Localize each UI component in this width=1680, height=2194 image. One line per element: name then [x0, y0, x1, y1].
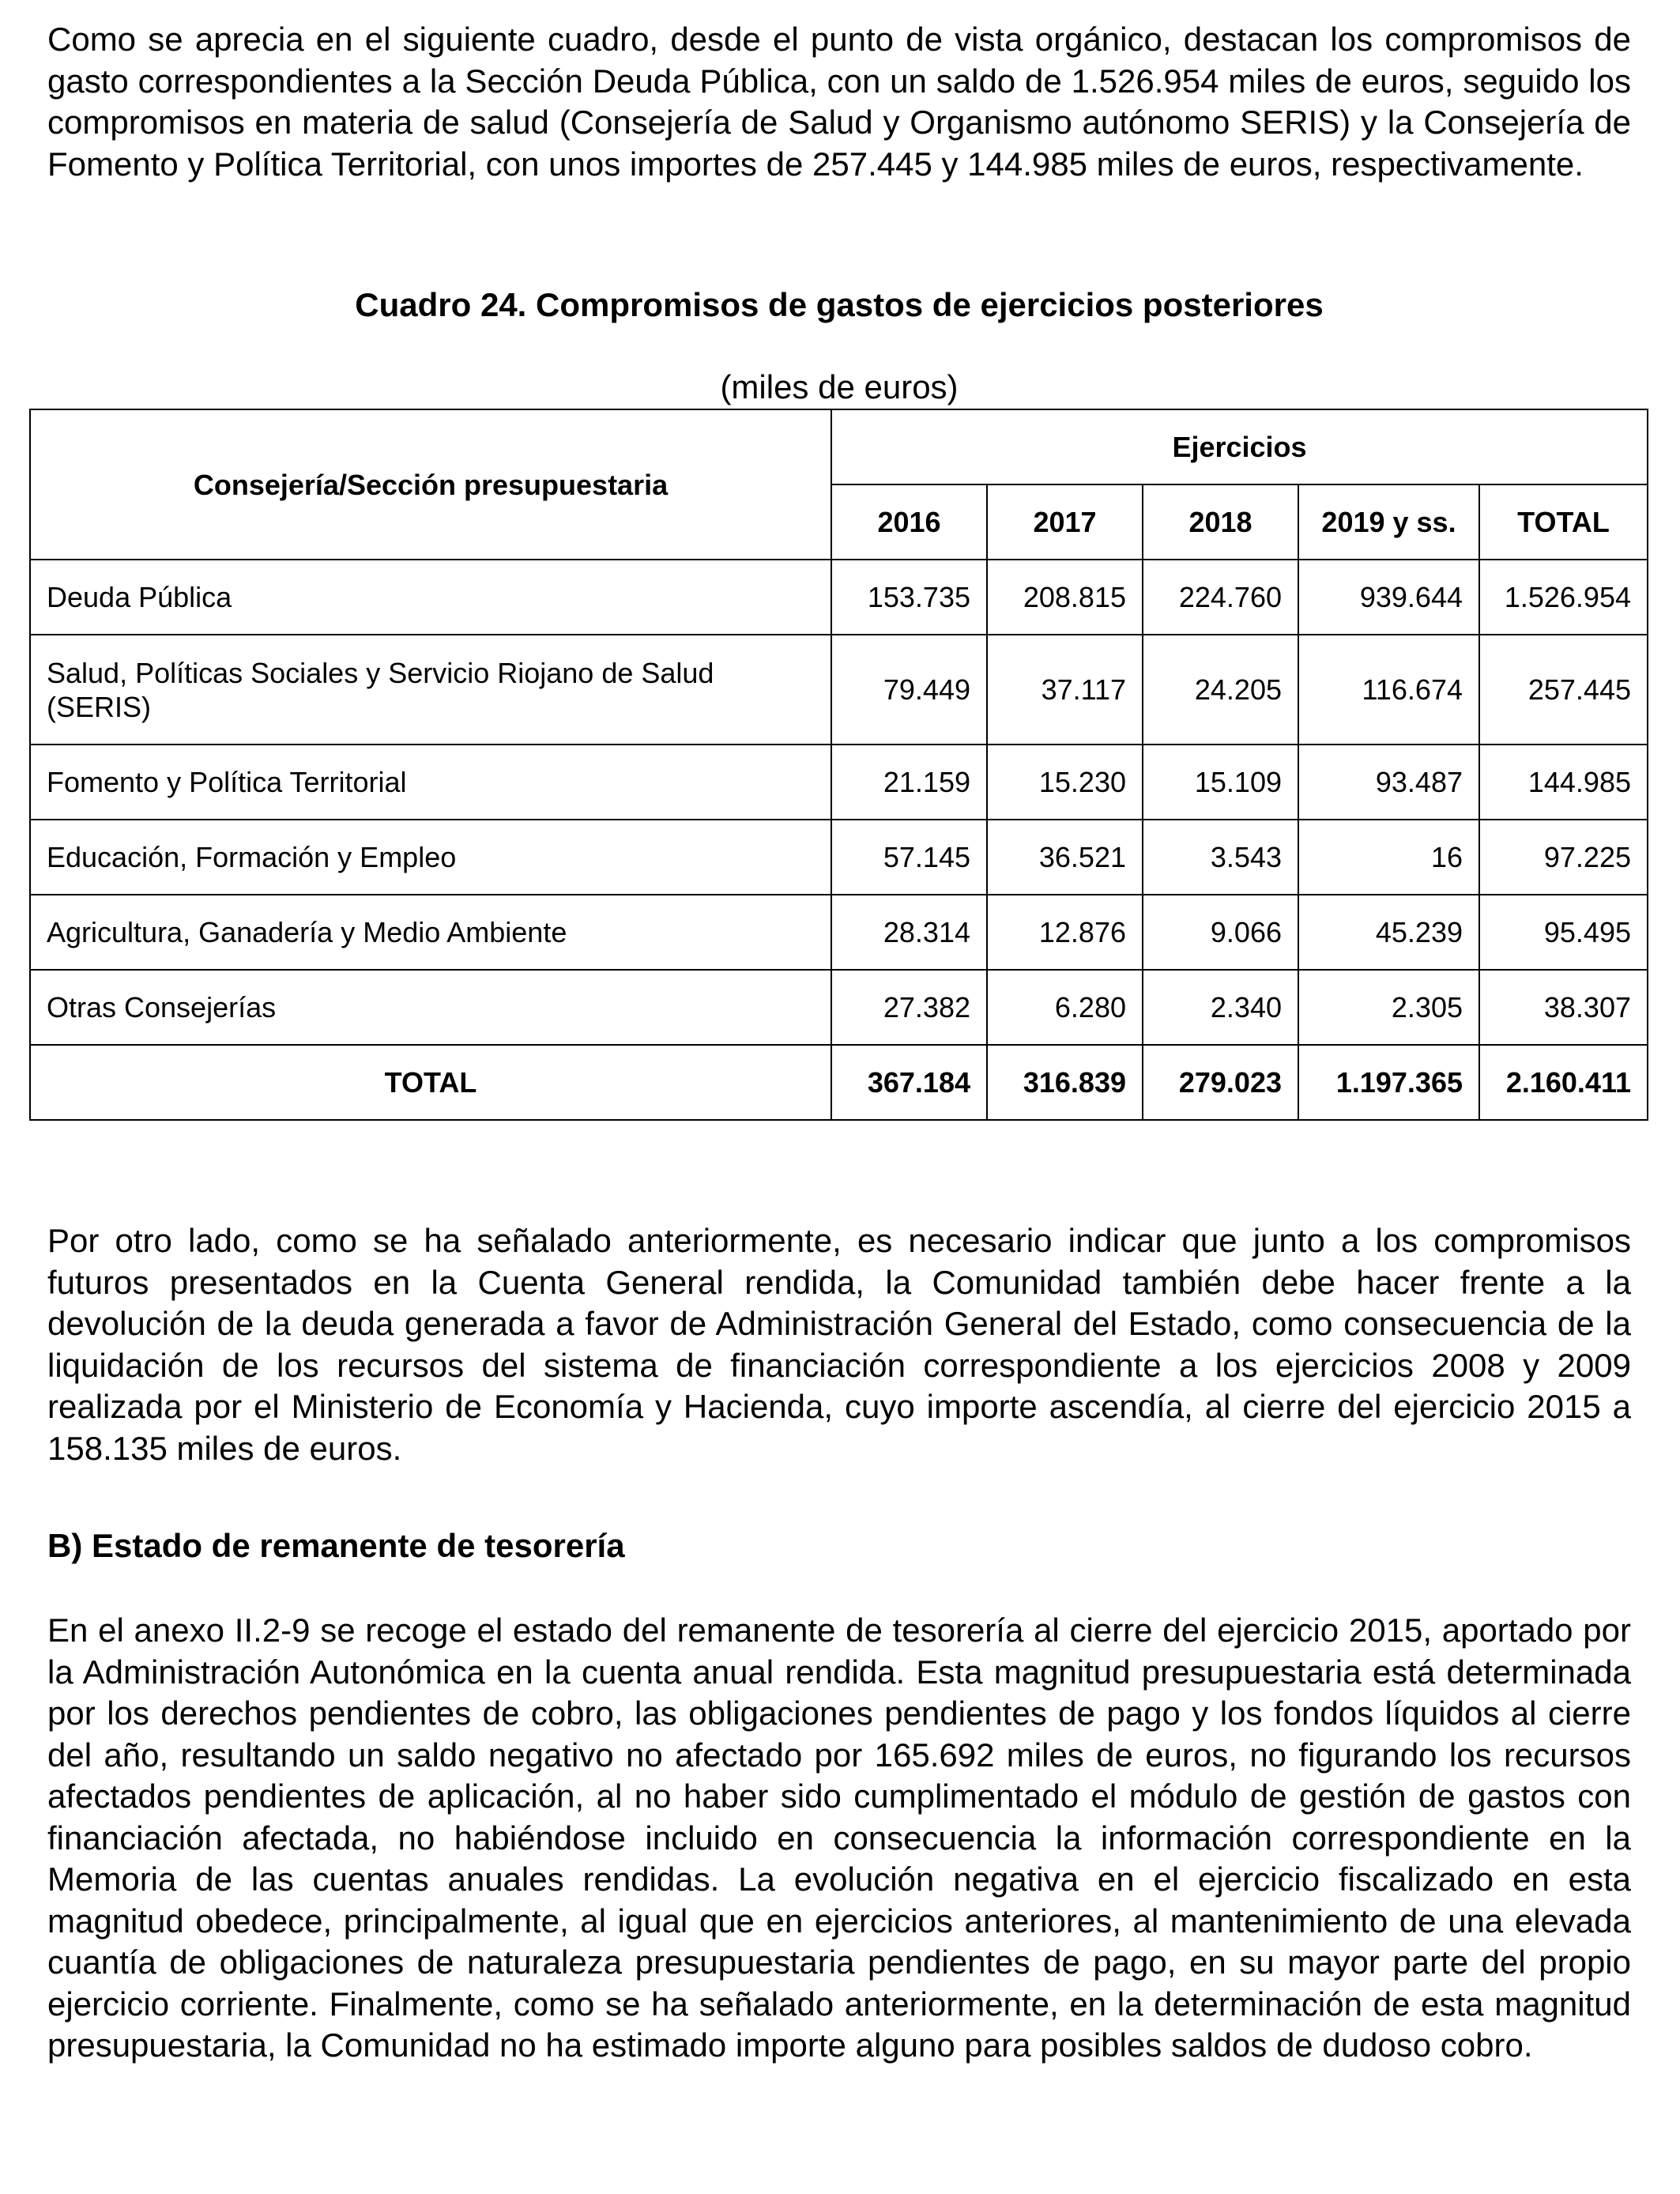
row-name: Deuda Pública [30, 560, 831, 635]
header-year: 2017 [987, 484, 1143, 560]
cell-2018: 2.340 [1143, 970, 1298, 1045]
cell-2017: 36.521 [987, 820, 1143, 895]
cell-2018: 3.543 [1143, 820, 1298, 895]
cell-2016: 21.159 [831, 745, 987, 820]
cell-2019: 2.305 [1298, 970, 1479, 1045]
section-heading: B) Estado de remanente de tesorería [47, 1527, 625, 1564]
table-row [30, 560, 1648, 635]
cell-2017: 208.815 [987, 560, 1143, 635]
header-ejercicios: Ejercicios [831, 409, 1648, 484]
cell-2016: 28.314 [831, 895, 987, 970]
cell-total: 257.445 [1479, 635, 1648, 745]
cell-total: 38.307 [1479, 970, 1648, 1045]
total-2018: 279.023 [1143, 1045, 1298, 1120]
total-2016: 367.184 [831, 1045, 987, 1120]
cell-2019: 939.644 [1298, 560, 1479, 635]
table-total-row [30, 1045, 1648, 1120]
row-name: Educación, Formación y Empleo [30, 820, 831, 895]
total-label: TOTAL [30, 1045, 831, 1120]
cell-2018: 24.205 [1143, 635, 1298, 745]
cell-2016: 57.145 [831, 820, 987, 895]
table-caption: Cuadro 24. Compromisos de gastos de ejercicios posteriores [355, 286, 1324, 323]
cell-2019: 116.674 [1298, 635, 1479, 745]
row-name: Agricultura, Ganadería y Medio Ambiente [30, 895, 831, 970]
cell-2018: 15.109 [1143, 745, 1298, 820]
header-total: TOTAL [1479, 484, 1648, 560]
intro-paragraph: Como se aprecia en el siguiente cuadro, desde el punto de vista orgánico, destacan los compromisos de gasto correspondientes a la Sección Deuda Pública, con un saldo de 1.526.954 miles de euros, seguido los compromisos en materia de salud (Consejería de Salud y Organismo autónomo SERIS) y la Consejería de Fomento y Política Territorial, con unos importes de 257.445 y 144.985 miles de euros, respectivamente. [47, 21, 1631, 183]
commitments-table [29, 409, 1648, 1121]
header-section: Consejería/Sección presupuestaria [30, 409, 831, 560]
cell-total: 97.225 [1479, 820, 1648, 895]
row-name: Fomento y Política Territorial [30, 745, 831, 820]
cell-2016: 153.735 [831, 560, 987, 635]
total-grand: 2.160.411 [1479, 1045, 1648, 1120]
cell-2016: 79.449 [831, 635, 987, 745]
row-name: Otras Consejerías [30, 970, 831, 1045]
table-row [30, 635, 1648, 745]
remanente-paragraph: En el anexo II.2-9 se recoge el estado del remanente de tesorería al cierre del ejercicio 2015, aportado por la Administración Autonómica en la cuenta anual rendida. Esta magnitud presupuestaria está determinada por los derechos pendientes de cobro, las obligaciones pendientes de pago y los fondos líquidos al cierre del año, resultando un saldo negativo no afectado por 165.692 miles de euros, no figurando los recursos afectados pendientes de aplicación, al no haber sido cumplimentado el módulo de gestión de gastos con financiación afectada, no habiéndose incluido en consecuencia la información correspondiente en la Memoria de las cuentas anuales rendidas. La evolución negativa en el ejercicio fiscalizado en esta magnitud obedece, principalmente, al igual que en ejercicios anteriores, al mantenimiento de una elevada cuantía de obligaciones de naturaleza presupuestaria pendientes de pago, en su mayor parte del propio ejercicio corriente. Finalmente, como se ha señalado anteriormente, en la determinación de esta magnitud presupuestaria, la Comunidad no ha estimado importe alguno para posibles saldos de dudoso cobro. [47, 1612, 1631, 2064]
table-row [30, 895, 1648, 970]
table-row [30, 745, 1648, 820]
cell-2019: 93.487 [1298, 745, 1479, 820]
cell-2019: 45.239 [1298, 895, 1479, 970]
cell-2017: 12.876 [987, 895, 1143, 970]
cell-total: 144.985 [1479, 745, 1648, 820]
cell-2018: 224.760 [1143, 560, 1298, 635]
debt-paragraph: Por otro lado, como se ha señalado anteriormente, es necesario indicar que junto a los compromisos futuros presentados en la Cuenta General rendida, la Comunidad también debe hacer frente a la devolución de la deuda generada a favor de Administración General del Estado, como consecuencia de la liquidación de los recursos del sistema de financiación correspondiente a los ejercicios 2008 y 2009 realizada por el Ministerio de Economía y Hacienda, cuyo importe ascendía, al cierre del ejercicio 2015 a 158.135 miles de euros. [47, 1222, 1631, 1467]
row-name: Salud, Políticas Sociales y Servicio Riojano de Salud (SERIS) [30, 635, 831, 745]
table-units: (miles de euros) [720, 368, 959, 405]
cell-2017: 15.230 [987, 745, 1143, 820]
table-row [30, 820, 1648, 895]
cell-total: 95.495 [1479, 895, 1648, 970]
cell-2017: 37.117 [987, 635, 1143, 745]
cell-2018: 9.066 [1143, 895, 1298, 970]
cell-2019: 16 [1298, 820, 1479, 895]
cell-2016: 27.382 [831, 970, 987, 1045]
total-2019: 1.197.365 [1298, 1045, 1479, 1120]
header-year: 2018 [1143, 484, 1298, 560]
header-year: 2019 y ss. [1298, 484, 1479, 560]
total-2017: 316.839 [987, 1045, 1143, 1120]
cell-total: 1.526.954 [1479, 560, 1648, 635]
cell-2017: 6.280 [987, 970, 1143, 1045]
table-row [30, 970, 1648, 1045]
header-year: 2016 [831, 484, 987, 560]
